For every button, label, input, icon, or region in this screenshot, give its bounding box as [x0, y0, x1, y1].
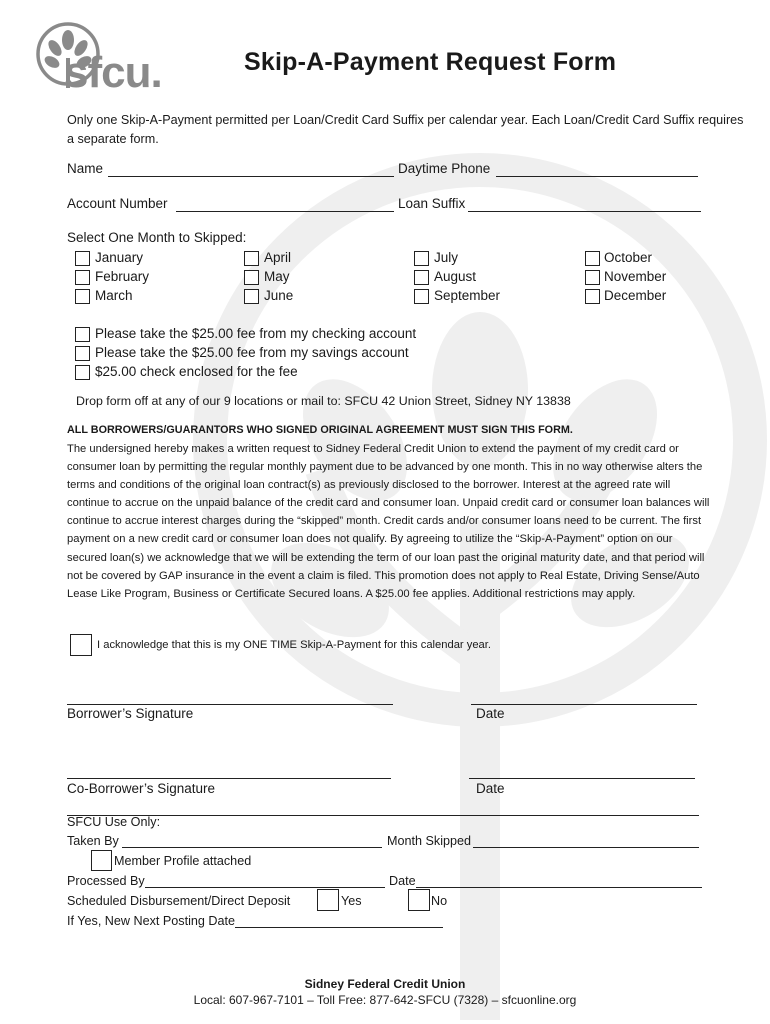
month-label-february: February [95, 269, 150, 284]
office-use-divider [67, 815, 699, 816]
footer-contact: Local: 607-967-7101 – Toll Free: 877-642-SFCU (7328) – sfcuonline.org [193, 993, 577, 1007]
fee-checkbox-check[interactable] [75, 365, 90, 380]
month-checkbox-february[interactable] [75, 270, 90, 285]
daytime-phone-label: Daytime Phone [398, 161, 491, 176]
agreement-heading: ALL BORROWERS/GUARANTORS WHO SIGNED ORIGINAL AGREEMENT MUST SIGN THIS FORM. [67, 424, 573, 436]
borrower-signature-line[interactable] [67, 704, 393, 705]
borrower-date-line[interactable] [471, 704, 697, 705]
account-number-field[interactable] [176, 211, 394, 212]
sfcu-logo [30, 18, 200, 100]
daytime-phone-field[interactable] [496, 176, 698, 177]
office-date-label: Date [389, 874, 416, 888]
months-heading: Select One Month to Skipped: [67, 230, 247, 245]
agreement-text: The undersigned hereby makes a written request to Sidney Federal Credit Union to extend the payment of my credit card or consumer loan by permitting the regular monthly payment due to be advanced by one month. This in no way otherwise alters the terms and conditions of the original loan contract(s) as previously disclosed to the borrower. Interest at the agreed rate will continue to accrue on the unpaid balance of the credit card and consumer loan. Unpaid credit card or consumer loan balances will continue to accrue interest charges during the “skipped” month. Credit cards and/or consumer loans need to be current. The first payment on a new credit card or consumer loan does not qualify. By agreeing to utilize the “Skip-A-Payment” option on our secured loan(s) we acknowledge that we will be extending the term of our loan past the original maturity date, and that period will not be covered by GAP insurance in the event a claim is filed. This promotion does not apply to Real Estate, Driving Sense/Auto Lease Like Program, Business or Certificate Secured loans. A $25.00 fee applies. Additional restrictions may apply. [67, 443, 710, 600]
intro-text: Only one Skip-A-Payment permitted per Loan/Credit Card Suffix per calendar year. Each Loan/Credit Card Suffix requires a separate form. [67, 113, 744, 146]
fee-option-savings: Please take the $25.00 fee from my savings account [95, 345, 409, 360]
month-label-november: November [604, 269, 667, 284]
account-number-label: Account Number [67, 196, 168, 211]
month-checkbox-april[interactable] [244, 251, 259, 266]
no-checkbox[interactable] [408, 889, 430, 911]
month-checkbox-july[interactable] [414, 251, 429, 266]
month-label-august: August [434, 269, 477, 284]
office-date-field[interactable] [416, 887, 702, 888]
month-skipped-label: Month Skipped [387, 834, 472, 848]
fee-checkbox-savings[interactable] [75, 346, 90, 361]
borrower-date-label: Date [476, 706, 505, 721]
page-title: Skip-A-Payment Request Form [244, 48, 617, 76]
month-checkbox-may[interactable] [244, 270, 259, 285]
logo-text: sfcu. [64, 48, 162, 97]
yes-checkbox[interactable] [317, 889, 339, 911]
borrower-signature-label: Borrower’s Signature [67, 706, 194, 721]
office-use-heading: SFCU Use Only: [67, 815, 161, 829]
taken-by-field[interactable] [122, 847, 382, 848]
co-borrower-signature-label: Co-Borrower’s Signature [67, 781, 216, 796]
scheduled-disbursement-label: Scheduled Disbursement/Direct Deposit [67, 894, 291, 908]
month-checkbox-october[interactable] [585, 251, 600, 266]
no-label: No [431, 894, 448, 908]
month-label-may: May [264, 269, 290, 284]
fee-option-checking: Please take the $25.00 fee from my checking account [95, 326, 417, 341]
month-label-october: October [604, 250, 653, 265]
co-borrower-date-line[interactable] [469, 778, 695, 779]
member-profile-label: Member Profile attached [114, 854, 252, 868]
month-checkbox-september[interactable] [414, 289, 429, 304]
co-borrower-date-label: Date [476, 781, 505, 796]
name-label: Name [67, 161, 104, 176]
fee-checkbox-checking[interactable] [75, 327, 90, 342]
loan-suffix-field[interactable] [468, 211, 701, 212]
month-skipped-field[interactable] [473, 847, 699, 848]
drop-off-text: Drop form off at any of our 9 locations or mail to: SFCU 42 Union Street, Sidney NY 13838 [76, 394, 571, 408]
name-field[interactable] [108, 176, 394, 177]
month-label-april: April [264, 250, 292, 265]
processed-by-field[interactable] [145, 887, 385, 888]
month-label-march: March [95, 288, 133, 303]
fee-option-check: $25.00 check enclosed for the fee [95, 364, 298, 379]
next-posting-label: If Yes, New Next Posting Date [67, 914, 236, 928]
month-label-september: September [434, 288, 501, 303]
acknowledge-checkbox[interactable] [70, 634, 92, 656]
month-checkbox-november[interactable] [585, 270, 600, 285]
month-checkbox-december[interactable] [585, 289, 600, 304]
footer-org-name: Sidney Federal Credit Union [304, 977, 466, 991]
month-checkbox-august[interactable] [414, 270, 429, 285]
month-label-june: June [264, 288, 294, 303]
taken-by-label: Taken By [67, 834, 119, 848]
month-label-july: July [434, 250, 459, 265]
co-borrower-signature-line[interactable] [67, 778, 391, 779]
month-checkbox-june[interactable] [244, 289, 259, 304]
next-posting-field[interactable] [235, 927, 443, 928]
month-label-december: December [604, 288, 667, 303]
member-profile-checkbox[interactable] [91, 850, 112, 871]
month-label-january: January [95, 250, 144, 265]
yes-label: Yes [341, 894, 362, 908]
processed-by-label: Processed By [67, 874, 145, 888]
loan-suffix-label: Loan Suffix [398, 196, 466, 211]
acknowledge-text: I acknowledge that this is my ONE TIME Skip-A-Payment for this calendar year. [97, 639, 491, 651]
month-checkbox-january[interactable] [75, 251, 90, 266]
month-checkbox-march[interactable] [75, 289, 90, 304]
